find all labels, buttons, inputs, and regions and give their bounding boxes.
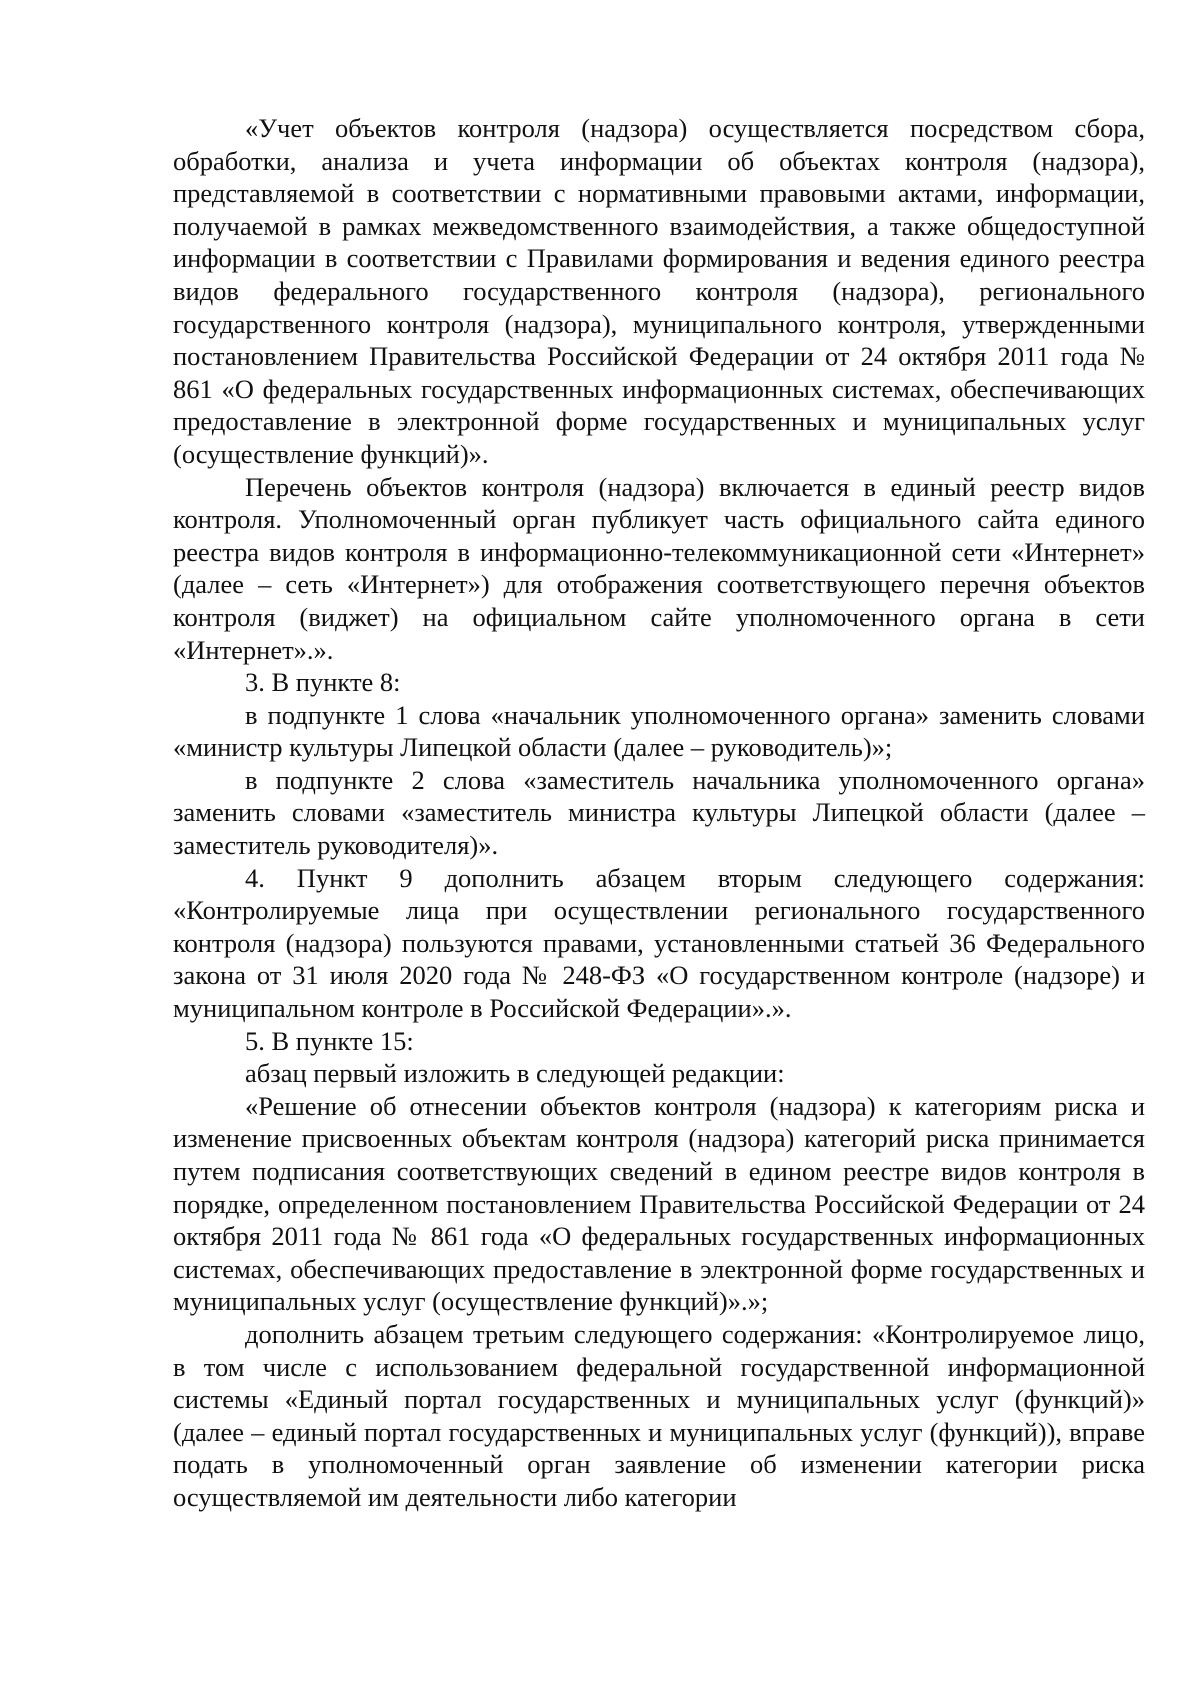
- paragraph-item-4-amendment: 4. Пункт 9 дополнить абзацем вторым следующего содержания: «Контролируемые лица при осуществлении регионального государственного контроля (надзора) пользуются правами, установленными статьей 36 Федерального закона от 31 июля 2020 года № 248-ФЗ «О государственном контроле (надзоре) и муниципальном контроле в Российской Федерации».».: [173, 862, 1145, 1024]
- paragraph-subitem-2-amendment: в подпункте 2 слова «заместитель начальника уполномоченного органа» заменить словами «заместитель министра культуры Липецкой области (далее – заместитель руководителя)».: [173, 764, 1145, 861]
- paragraph-item-5-heading: 5. В пункте 15:: [245, 1025, 414, 1056]
- paragraph-first-paragraph-wording: абзац первый изложить в следующей редакции:: [245, 1058, 785, 1089]
- paragraph-risk-category-decision: «Решение об отнесении объектов контроля (надзора) к категориям риска и изменение присвоенных объектам контроля (надзора) категорий риска принимается путем подписания соответствующих сведений в едином реестре видов контроля в порядке, определенном постановлением Правительства Российской Федерации от 24 октября 2011 года № 861 года «О федеральных государственных информационных системах, обеспечивающих предоставление в электронной форме государственных и муниципальных услуг (осуществление функций)».»;: [173, 1090, 1145, 1317]
- paragraph-third-paragraph-addition: дополнить абзацем третьим следующего содержания: «Контролируемое лицо, в том числе с использованием федеральной государственной информационной системы «Единый портал государственных и муниципальных услуг (функций)» (далее – единый портал государственных и муниципальных услуг (функций)), вправе подать в уполномоченный орган заявление об изменении категории риска осуществляемой им деятельности либо категории: [173, 1318, 1145, 1512]
- document-body: [173, 112, 1145, 1514]
- paragraph-accounting-of-control-objects: «Учет объектов контроля (надзора) осуществляется посредством сбора, обработки, анализа и учета информации об объектах контроля (надзора), представляемой в соответствии с нормативными правовыми актами, информации, получаемой в рамках межведомственного взаимодействия, а также общедоступной информации в соответствии с Правилами формирования и ведения единого реестра видов федерального государственного контроля (надзора), регионального государственного контроля (надзора), муниципального контроля, утвержденными постановлением Правительства Российской Федерации от 24 октября 2011 года № 861 «О федеральных государственных информационных системах, обеспечивающих предоставление в электронной форме государственных и муниципальных услуг (осуществление функций)».: [173, 113, 1145, 469]
- paragraph-list-of-control-objects: Перечень объектов контроля (надзора) включается в единый реестр видов контроля. Уполномоченный орган публикует часть официального сайта единого реестра видов контроля в информационно-телекоммуникационной сети «Интернет» (далее – сеть «Интернет») для отображения соответствующего перечня объектов контроля (виджет) на официальном сайте уполномоченного органа в сети «Интернет».».: [173, 471, 1145, 665]
- paragraph-item-3-heading: 3. В пункте 8:: [245, 667, 401, 698]
- paragraph-subitem-1-amendment: в подпункте 1 слова «начальник уполномоченного органа» заменить словами «министр культуры Липецкой области (далее – руководитель)»;: [173, 699, 1145, 763]
